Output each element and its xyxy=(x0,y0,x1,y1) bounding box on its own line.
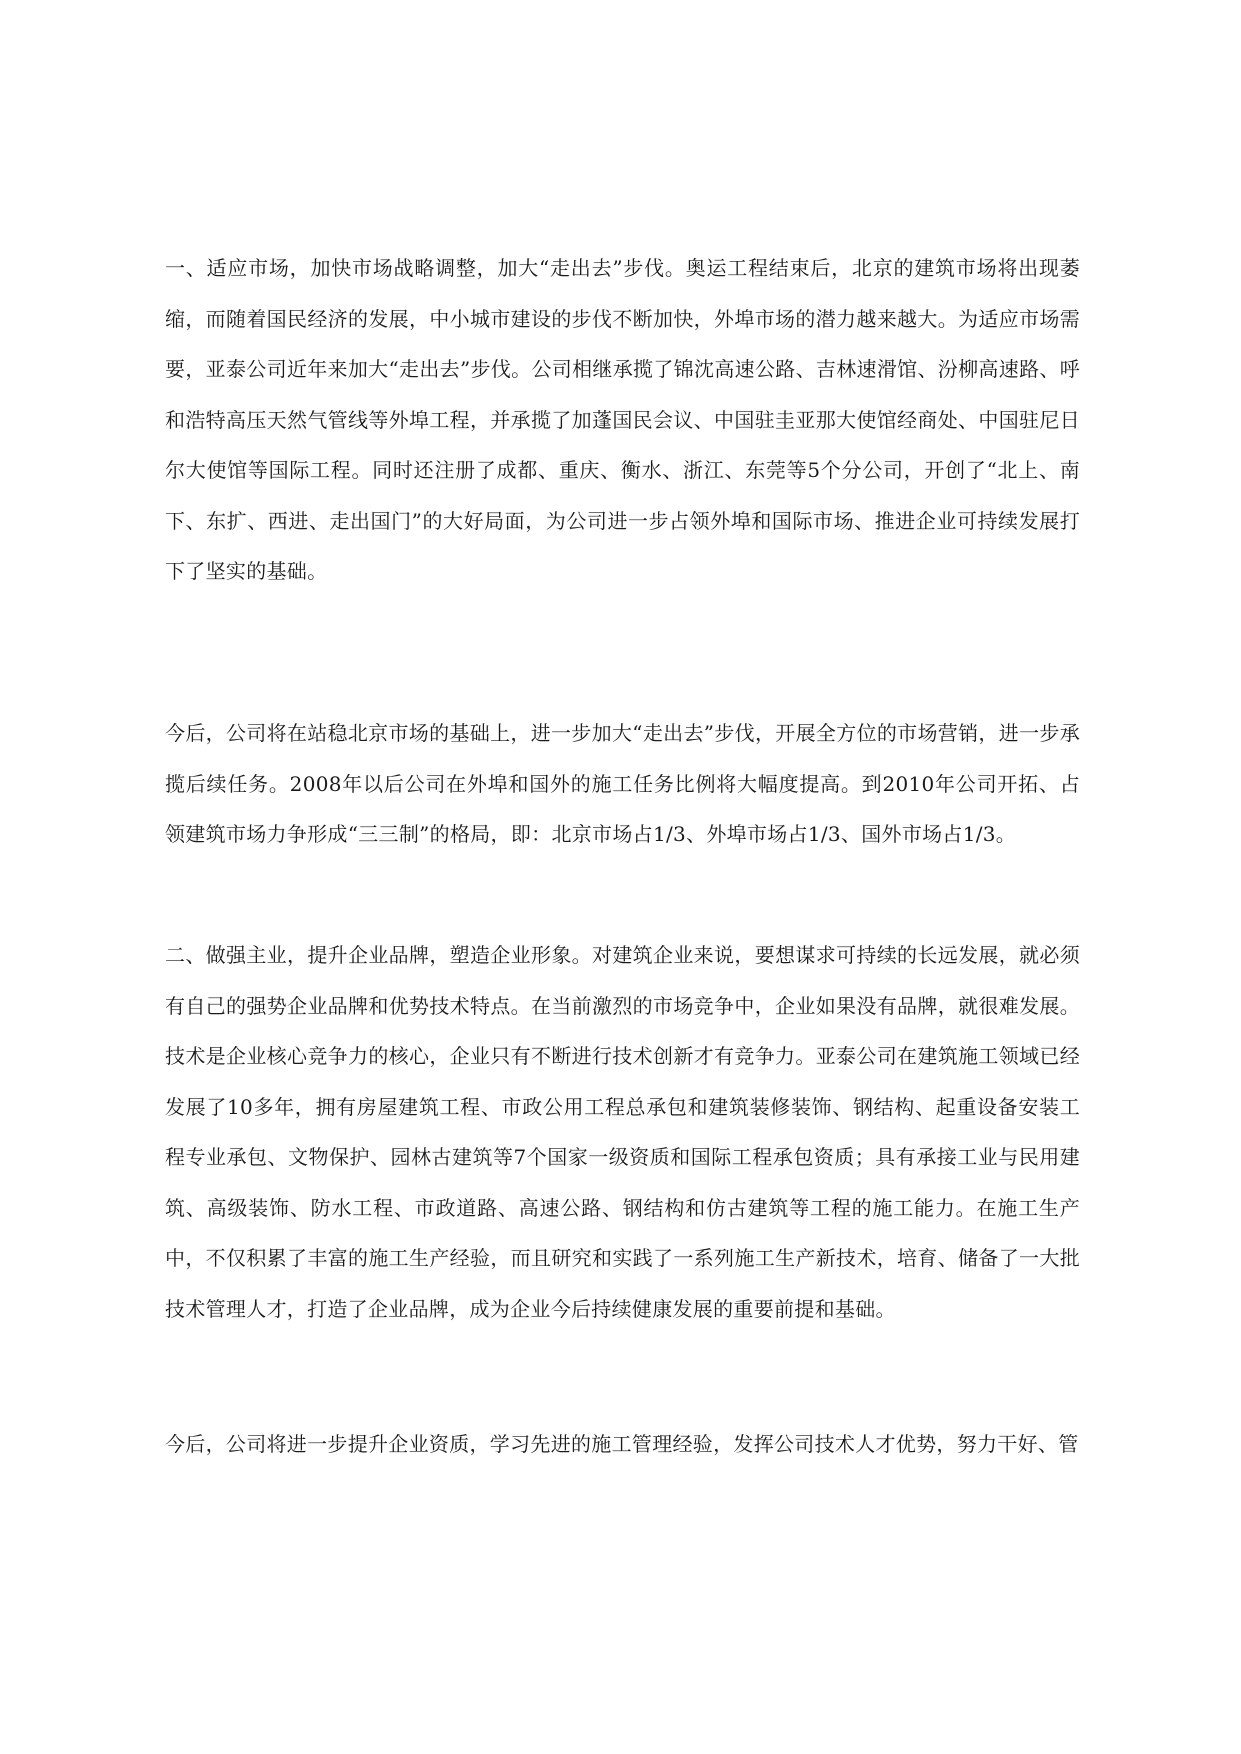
paragraph-brand-building: 二、做强主业，提升企业品牌，塑造企业形象。对建筑企业来说，要想谋求可持续的长远发展，就必须有自己的强势企业品牌和优势技术特点。在当前激烈的市场竞争中，企业如果没有品牌，就很难发展。技术是企业核心竞争力的核心，企业只有不断进行技术创新才有竞争力。亚泰公司在建筑施工领域已经发展了10多年，拥有房屋建筑工程、市政公用工程总承包和建筑装修装饰、钢结构、起重设备安装工程专业承包、文物保护、园林古建筑等7个国家一级资质和国际工程承包资质；具有承接工业与民用建筑、高级装饰、防水工程、市政道路、高速公路、钢结构和仿古建筑等工程的施工能力。在施工生产中，不仅积累了丰富的施工生产经验，而且研究和实践了一系列施工生产新技术，培育、储备了一大批技术管理人才，打造了企业品牌，成为企业今后持续健康发展的重要前提和基础。 xyxy=(165,943,1080,1321)
paragraph-future-plan: 今后，公司将进一步提升企业资质，学习先进的施工管理经验，发挥公司技术人才优势，努力干好、管 xyxy=(165,1432,1079,1456)
paragraph-market-outlook: 今后，公司将在站稳北京市场的基础上，进一步加大“走出去”步伐，开展全方位的市场营销，进一步承揽后续任务。2008年以后公司在外埠和国外的施工任务比例将大幅度提高。到2010年公司开拓、占领建筑市场力争形成“三三制”的格局，即：北京市场占1/3、外埠市场占1/3、国外市场占1/3。 xyxy=(165,721,1080,846)
paragraph-market-strategy: 一、适应市场，加快市场战略调整，加大“走出去”步伐。奥运工程结束后，北京的建筑市场将出现萎缩，而随着国民经济的发展，中小城市建设的步伐不断加快，外埠市场的潜力越来越大。为适应市场需要，亚泰公司近年来加大“走出去”步伐。公司相继承揽了锦沈高速公路、吉林速滑馆、汾柳高速路、呼和浩特高压天然气管线等外埠工程，并承揽了加蓬国民会议、中国驻圭亚那大使馆经商处、中国驻尼日尔大使馆等国际工程。同时还注册了成都、重庆、衡水、浙江、东莞等5个分公司，开创了“北上、南下、东扩、西进、走出国门”的大好局面，为公司进一步占领外埠和国际市场、推进企业可持续发展打下了坚实的基础。 xyxy=(165,256,1080,583)
